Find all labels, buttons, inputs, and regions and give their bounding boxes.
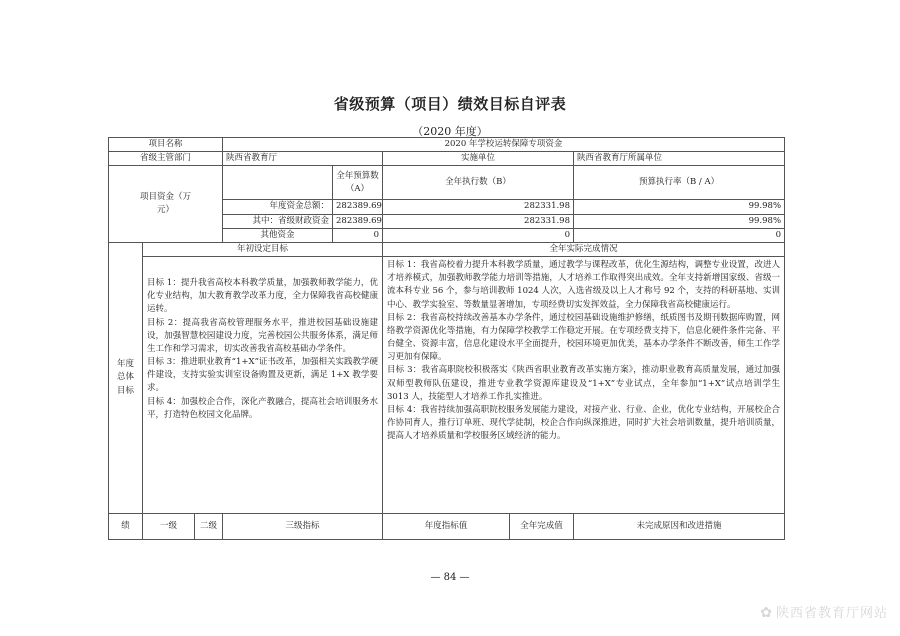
self-evaluation-table <box>108 137 785 540</box>
funds-row-budget: 282389.69 <box>333 214 383 228</box>
target-item: 目标 3：推进职业教育“1+X”证书改革，加强相关实践教学硬件建设，支持实验实训室设备购置及更新，满足 1+X 教学要求。 <box>147 357 378 394</box>
funds-row-exec: 282331.98 <box>383 214 574 228</box>
perf-columns-group <box>383 514 574 540</box>
initial-targets <box>143 257 383 514</box>
performance-label: 绩 <box>109 514 143 540</box>
perf-reason-header: 未完成原因和改进措施 <box>574 514 785 540</box>
dept-value: 陕西省教育厅 <box>223 152 383 166</box>
funds-row-rate: 99.98% <box>574 214 785 228</box>
col-budget: 全年预算数（A） <box>333 166 383 200</box>
year-label: （2020 年度） <box>412 125 488 138</box>
watermark-text: 陕西省教育厅网站 <box>775 606 888 621</box>
actual-item: 目标 2：我省高校持续改善基本办学条件，通过校园基础设施维护修缮，纸质图书及期刊数据库购置，网络教学资源优化等措施，有力保障学校教学工作稳定开展。在专项经费支持下，信息化硬件条件完备、平台健全、资源丰富，信息化建设水平全面提升，校园环境更加优美，基本办学条件不断改善，师生工作学习更加有保障。 <box>387 312 781 363</box>
impl-label: 实施单位 <box>383 152 574 166</box>
perf-target-value-header: 年度指标值 <box>383 514 510 539</box>
funds-row-label: 其他资金 <box>223 228 333 242</box>
funds-row-label: 其中：省级财政资金 <box>223 214 333 228</box>
target-header: 年初设定目标 <box>143 242 383 256</box>
funds-blank-cell <box>223 166 333 200</box>
funds-row-budget: 0 <box>333 228 383 242</box>
actual-header: 全年实际完成情况 <box>383 242 785 256</box>
actual-item: 目标 3：我省高职院校积极落实《陕西省职业教育改革实施方案》，推动职业教育高质量发展，通过加强双师型教师队伍建设，推进专业教学资源库建设及“1+X”专业试点，全年参加“1+X”试点培训学生 3013 人，技能型人才培养工作扎实推进。 <box>387 365 781 402</box>
target-item: 目标 1：提升我省高校本科教学质量，加强教师教学能力，优化专业结构，加大教育教学改革力度，全力保障我省高校健康运转。 <box>147 278 378 315</box>
perf-level2-header: 二级 <box>195 514 223 540</box>
funds-row-rate: 0 <box>574 228 785 242</box>
watermark <box>760 602 888 621</box>
funds-label: 项目资金（万元） <box>109 166 223 243</box>
col-rate: 预算执行率（B / A） <box>574 166 785 200</box>
target-item: 目标 4：加强校企合作，深化产教融合，提高社会培训服务水平，打造特色校园文化品牌。 <box>147 396 378 420</box>
target-item: 目标 2：提高我省高校管理服务水平，推进校园基础设施建设，加强智慧校园建设力度，完善校园公共服务体系，满足师生工作和学习需求，切实改善我省高校基础办学条件。 <box>147 317 378 354</box>
perf-actual-value-header: 全年完成值 <box>520 520 563 531</box>
perf-level3-header: 三级指标 <box>223 514 383 540</box>
page-number: — 84 — <box>430 572 470 583</box>
overall-goal-label: 年度总体目标 <box>109 242 143 513</box>
funds-row-budget: 282389.69 <box>333 200 383 214</box>
site-logo-icon: ✿ <box>760 605 773 621</box>
actual-item: 目标 1：我省高校着力提升本科教学质量，通过教学与课程改革，优化生源结构，调整专业设置，改进人才培养模式，加强教师教学能力培训等措施，人才培养工作取得突出成效。全年支持新增国家级、省级一流本科专业 56 个，参与培训教师 1024 人次，入选省级及以上人才称号 92 个，支持的科研基地、实训中心、教学实验室、等数量显著增加，专项经费切实发挥效益，全力保障我省高校健康运行。 <box>387 260 781 310</box>
page-title: 省级预算（项目）绩效目标自评表 <box>333 95 567 113</box>
project-name-label: 项目名称 <box>109 138 223 152</box>
impl-value: 陕西省教育厅所属单位 <box>574 152 785 166</box>
col-exec: 全年执行数（B） <box>383 166 574 200</box>
project-name-value: 2020 年学校运转保障专项资金 <box>223 138 785 152</box>
actual-completion <box>383 257 785 514</box>
dept-label: 省级主管部门 <box>109 152 223 166</box>
funds-row-label: 年度资金总额： <box>223 200 333 214</box>
funds-row-exec: 0 <box>383 228 574 242</box>
funds-row-rate: 99.98% <box>574 200 785 214</box>
actual-item: 目标 4：我省持续加强高职院校服务发展能力建设，对接产业、行业、企业，优化专业结构，开展校企合作协同育人，推行订单班、现代学徒制，校企合作向纵深推进，同时扩大社会培训数量，提升培训质量，提高人才培养质量和学校服务区域经济的能力。 <box>387 404 781 442</box>
perf-level1-header: 一级 <box>143 514 195 540</box>
funds-row-exec: 282331.98 <box>383 200 574 214</box>
